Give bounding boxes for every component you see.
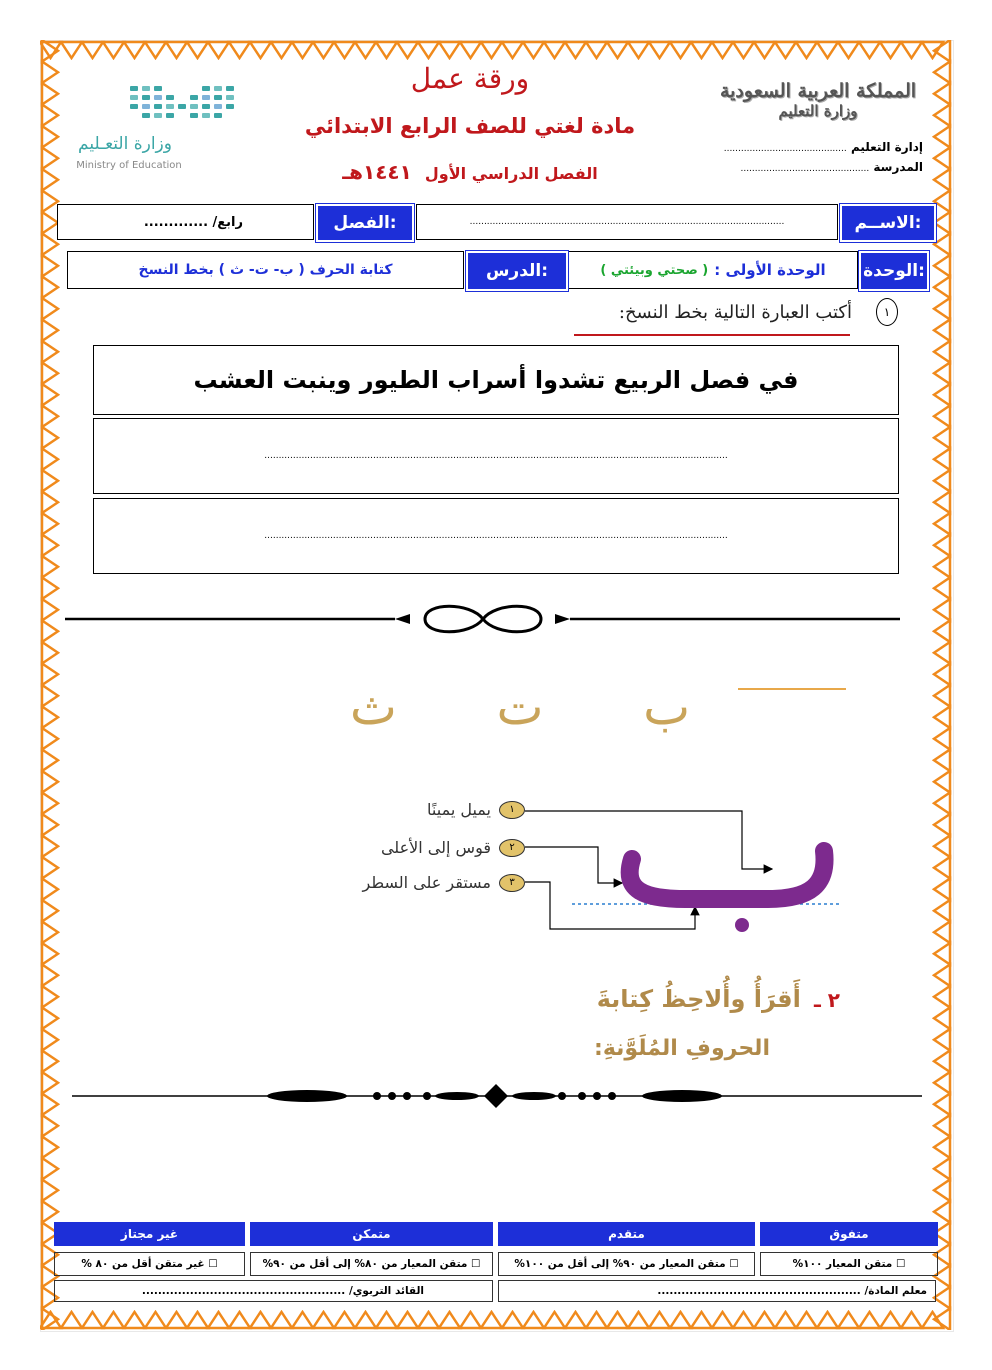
border-triangle — [934, 126, 950, 148]
border-triangle — [934, 1309, 950, 1331]
worksheet-title: ورقة عمل — [410, 62, 530, 95]
border-triangle — [934, 728, 950, 750]
ministry-name-en: Ministry of Education — [76, 160, 182, 171]
border-triangle — [934, 535, 950, 557]
border-triangle — [292, 42, 313, 58]
border-triangle — [817, 1312, 838, 1328]
border-triangle — [934, 879, 950, 901]
border-triangle — [42, 492, 58, 514]
rubric-criterion-advanced[interactable]: ☐ متقن المعيار من ٩٠% إلى أقل من ١٠٠% — [498, 1252, 755, 1276]
border-triangle — [42, 169, 58, 191]
border-triangle — [691, 1312, 712, 1328]
lesson-label: الدرس: — [466, 251, 568, 291]
border-triangle — [934, 1201, 950, 1223]
border-triangle — [376, 1312, 397, 1328]
border-triangle — [145, 42, 166, 58]
border-triangle — [42, 191, 58, 213]
border-triangle — [934, 1051, 950, 1073]
border-triangle — [229, 1312, 250, 1328]
border-triangle — [934, 1137, 950, 1159]
border-triangle — [376, 42, 397, 58]
border-triangle — [271, 42, 292, 58]
border-triangle — [712, 42, 733, 58]
top-border-ornament — [40, 40, 952, 60]
border-triangle — [934, 836, 950, 858]
border-triangle — [42, 879, 58, 901]
border-triangle — [42, 234, 58, 256]
border-triangle — [42, 1201, 58, 1223]
border-triangle — [901, 1312, 922, 1328]
border-triangle — [42, 1072, 58, 1094]
writing-line-1[interactable] — [93, 418, 899, 494]
border-triangle — [42, 1180, 58, 1202]
task2-text2: الحروفِ المُلَوَّنةِ: — [594, 1036, 770, 1061]
model-sentence-box — [93, 345, 899, 415]
border-triangle — [934, 814, 950, 836]
border-triangle — [859, 42, 880, 58]
leader-signature[interactable] — [54, 1280, 493, 1302]
border-triangle — [439, 1312, 460, 1328]
border-triangle — [934, 1287, 950, 1309]
border-triangle — [82, 1312, 103, 1328]
border-triangle — [42, 900, 58, 922]
letters-underline — [738, 688, 846, 690]
border-triangle — [934, 965, 950, 987]
border-triangle — [544, 42, 565, 58]
border-triangle — [42, 814, 58, 836]
border-triangle — [934, 492, 950, 514]
school-field — [695, 160, 923, 174]
border-triangle — [187, 42, 208, 58]
border-triangle — [544, 1312, 565, 1328]
border-triangle — [934, 449, 950, 471]
border-triangle — [103, 1312, 124, 1328]
letters-row — [300, 672, 740, 742]
ministry-name-ar: وزارة التعـليم — [78, 134, 172, 154]
border-triangle — [418, 1312, 439, 1328]
term-line — [320, 160, 620, 184]
border-triangle — [42, 986, 58, 1008]
border-triangle — [880, 1312, 901, 1328]
border-triangle — [42, 1029, 58, 1051]
task2-text1: أَقرَأُ وأُلاحِظُ كِتابةَ — [596, 985, 801, 1013]
border-triangle — [934, 105, 950, 127]
rubric-criterion-competent[interactable]: ☐ متقن المعيار من ٨٠% إلى أقل من ٩٠% — [250, 1252, 493, 1276]
grade-field[interactable] — [57, 204, 314, 240]
border-triangle — [712, 1312, 733, 1328]
step-2-text: قوس إلى الأعلى — [380, 838, 491, 857]
border-triangle — [934, 578, 950, 600]
teacher-label: معلم المادة/ ................................................... — [657, 1285, 927, 1297]
border-triangle — [934, 40, 950, 62]
border-triangle — [271, 1312, 292, 1328]
border-triangle — [460, 42, 481, 58]
border-triangle — [838, 42, 859, 58]
letter-ba: ب — [643, 678, 691, 736]
border-triangle — [775, 1312, 796, 1328]
model-sentence: في فصل الربيع تشدوا أسراب الطيور وينبت العشب — [193, 366, 799, 394]
border-triangle — [42, 965, 58, 987]
border-triangle — [502, 42, 523, 58]
border-triangle — [934, 363, 950, 385]
edu-admin-label: إدارة التعليم — [850, 140, 923, 154]
border-triangle — [42, 1008, 58, 1030]
border-triangle — [934, 621, 950, 643]
border-triangle — [934, 384, 950, 406]
name-label: الاســم: — [840, 204, 936, 242]
border-triangle — [733, 1312, 754, 1328]
border-triangle — [670, 1312, 691, 1328]
border-triangle — [934, 771, 950, 793]
name-field[interactable] — [416, 204, 838, 240]
border-triangle — [934, 750, 950, 772]
border-triangle — [397, 42, 418, 58]
border-triangle — [313, 42, 334, 58]
step-1 — [270, 800, 525, 819]
border-triangle — [42, 105, 58, 127]
border-triangle — [145, 1312, 166, 1328]
school-label: المدرسة — [873, 160, 923, 174]
rubric-head-excellent: متفوق — [760, 1222, 938, 1246]
border-triangle — [934, 62, 950, 84]
step-arrows — [510, 795, 840, 945]
border-triangle — [42, 320, 58, 342]
border-triangle — [397, 1312, 418, 1328]
border-triangle — [649, 42, 670, 58]
lesson-value: كتابة الحرف ( ب- ت- ث ) بخط النسخ — [138, 262, 393, 278]
border-triangle — [607, 1312, 628, 1328]
task2-line1 — [460, 985, 840, 1013]
border-triangle — [42, 449, 58, 471]
border-triangle — [42, 857, 58, 879]
border-triangle — [586, 1312, 607, 1328]
border-triangle — [934, 943, 950, 965]
unit-name: ( صحتي وبيئتي ) — [600, 262, 709, 278]
border-triangle — [934, 1094, 950, 1116]
border-triangle — [934, 83, 950, 105]
border-triangle — [934, 986, 950, 1008]
school-dots: ............................................. — [740, 164, 870, 174]
border-triangle — [649, 1312, 670, 1328]
task-instruction: أكتب العبارة التالية بخط النسخ: — [618, 302, 852, 323]
border-triangle — [42, 148, 58, 170]
step-2 — [255, 838, 525, 857]
border-triangle — [124, 42, 145, 58]
border-triangle — [934, 277, 950, 299]
border-triangle — [166, 42, 187, 58]
border-triangle — [934, 406, 950, 428]
border-triangle — [460, 1312, 481, 1328]
border-triangle — [42, 599, 58, 621]
instruction-underline — [574, 334, 850, 336]
ministry-logo-icon — [128, 82, 238, 122]
border-triangle — [934, 664, 950, 686]
border-triangle — [439, 42, 460, 58]
border-triangle — [418, 42, 439, 58]
border-triangle — [42, 836, 58, 858]
border-triangle — [42, 427, 58, 449]
border-triangle — [42, 126, 58, 148]
border-triangle — [901, 42, 922, 58]
unit-field — [568, 251, 858, 289]
border-triangle — [934, 212, 950, 234]
subject-title: مادة لغتي للصف الرابع الابتدائي — [304, 114, 636, 138]
border-triangle — [208, 42, 229, 58]
border-triangle — [628, 42, 649, 58]
border-triangle — [754, 42, 775, 58]
border-triangle — [934, 255, 950, 277]
border-triangle — [42, 470, 58, 492]
rubric-head-failed: غير مجتاز — [54, 1222, 245, 1246]
border-triangle — [880, 42, 901, 58]
border-triangle — [42, 384, 58, 406]
border-triangle — [42, 728, 58, 750]
rubric-criterion-failed[interactable]: ☐ غير متقن أقل من ٨٠ % — [54, 1252, 245, 1276]
border-triangle — [42, 513, 58, 535]
border-triangle — [42, 255, 58, 277]
term-text: الفصل الدراسي الأول — [424, 164, 598, 183]
border-triangle — [124, 1312, 145, 1328]
border-triangle — [565, 42, 586, 58]
letter-ta: ت — [496, 678, 544, 736]
border-triangle — [775, 42, 796, 58]
border-triangle — [691, 42, 712, 58]
border-triangle — [42, 341, 58, 363]
border-triangle — [481, 1312, 502, 1328]
border-triangle — [628, 1312, 649, 1328]
rubric-head-competent: متمكن — [250, 1222, 493, 1246]
border-triangle — [934, 793, 950, 815]
border-triangle — [670, 42, 691, 58]
bottom-border-ornament — [40, 1310, 952, 1330]
border-triangle — [934, 427, 950, 449]
border-triangle — [334, 1312, 355, 1328]
border-triangle — [42, 277, 58, 299]
writing-line-2-dots: .................................................................................................................................................................. — [264, 531, 728, 541]
border-triangle — [934, 341, 950, 363]
step-3-number: ٣ — [499, 874, 525, 892]
unit-value: الوحدة الأولى : — [714, 261, 826, 279]
border-triangle — [42, 1051, 58, 1073]
step-2-number: ٢ — [499, 839, 525, 857]
border-triangle — [42, 771, 58, 793]
border-triangle — [586, 42, 607, 58]
border-triangle — [61, 1312, 82, 1328]
border-triangle — [42, 62, 58, 84]
writing-line-2[interactable] — [93, 498, 899, 574]
border-triangle — [934, 922, 950, 944]
border-triangle — [42, 40, 58, 62]
border-triangle — [42, 793, 58, 815]
border-triangle — [934, 1115, 950, 1137]
task2-number: ٢ ـ — [813, 988, 840, 1012]
border-triangle — [817, 42, 838, 58]
border-triangle — [934, 234, 950, 256]
border-triangle — [42, 406, 58, 428]
border-triangle — [355, 1312, 376, 1328]
step-1-text: يميل يمينًا — [427, 800, 491, 819]
border-triangle — [934, 320, 950, 342]
border-triangle — [187, 1312, 208, 1328]
border-triangle — [229, 42, 250, 58]
border-triangle — [859, 1312, 880, 1328]
edu-admin-dots: ........................................... — [723, 144, 847, 154]
border-triangle — [42, 707, 58, 729]
border-triangle — [934, 1180, 950, 1202]
border-triangle — [754, 1312, 775, 1328]
border-triangle — [796, 1312, 817, 1328]
border-triangle — [334, 42, 355, 58]
border-triangle — [42, 83, 58, 105]
border-triangle — [481, 42, 502, 58]
step-1-number: ١ — [499, 801, 525, 819]
letter-tha: ث — [349, 678, 397, 736]
border-triangle — [42, 1115, 58, 1137]
border-triangle — [934, 1008, 950, 1030]
grade-value: رابع/ ............. — [143, 214, 243, 230]
border-triangle — [838, 1312, 859, 1328]
border-triangle — [934, 685, 950, 707]
border-triangle — [292, 1312, 313, 1328]
border-triangle — [42, 1137, 58, 1159]
year-text: ١٤٤١هـ — [342, 160, 412, 184]
border-triangle — [934, 191, 950, 213]
border-triangle — [934, 513, 950, 535]
border-triangle — [61, 42, 82, 58]
border-triangle — [42, 943, 58, 965]
border-triangle — [934, 298, 950, 320]
kingdom-logo-line2: وزارة التعليم — [778, 102, 858, 120]
border-triangle — [565, 1312, 586, 1328]
border-triangle — [934, 1072, 950, 1094]
border-triangle — [42, 1158, 58, 1180]
border-triangle — [42, 750, 58, 772]
border-triangle — [934, 599, 950, 621]
divider-ornament-1 — [65, 600, 900, 640]
border-triangle — [934, 1029, 950, 1051]
rubric-criterion-excellent[interactable]: ☐ متقن المعيار ١٠٠% — [760, 1252, 938, 1276]
border-triangle — [208, 1312, 229, 1328]
border-triangle — [42, 1309, 58, 1331]
task-number-badge — [876, 298, 898, 326]
border-triangle — [42, 363, 58, 385]
border-triangle — [934, 470, 950, 492]
border-triangle — [934, 900, 950, 922]
lesson-field — [67, 251, 464, 289]
border-triangle — [166, 1312, 187, 1328]
edu-admin-field — [695, 140, 923, 154]
border-triangle — [934, 556, 950, 578]
task-number: ١ — [883, 305, 891, 319]
border-triangle — [250, 42, 271, 58]
step-3-text: مستقر على السطر — [362, 873, 491, 892]
border-triangle — [523, 1312, 544, 1328]
border-triangle — [733, 42, 754, 58]
border-triangle — [934, 707, 950, 729]
name-dots: .............................................................................................................. — [469, 217, 785, 227]
border-triangle — [313, 1312, 334, 1328]
border-triangle — [796, 42, 817, 58]
rubric-head-advanced: متقدم — [498, 1222, 755, 1246]
border-triangle — [42, 535, 58, 557]
leader-label: القائد التربوي/ ................................................... — [141, 1285, 424, 1297]
border-triangle — [934, 857, 950, 879]
border-triangle — [934, 148, 950, 170]
divider-ornament-2 — [72, 1082, 922, 1112]
border-triangle — [607, 42, 628, 58]
border-triangle — [42, 642, 58, 664]
border-triangle — [934, 1158, 950, 1180]
class-label: الفصل: — [316, 204, 414, 242]
border-triangle — [934, 169, 950, 191]
kingdom-logo — [718, 80, 918, 120]
border-triangle — [42, 298, 58, 320]
kingdom-logo-line1: المملكة العربية السعودية — [719, 80, 917, 102]
border-triangle — [82, 42, 103, 58]
border-triangle — [42, 578, 58, 600]
border-triangle — [42, 685, 58, 707]
border-triangle — [42, 664, 58, 686]
border-triangle — [42, 1094, 58, 1116]
unit-label: الوحدة: — [859, 251, 929, 291]
border-triangle — [42, 922, 58, 944]
border-triangle — [934, 642, 950, 664]
border-triangle — [42, 212, 58, 234]
border-triangle — [502, 1312, 523, 1328]
border-triangle — [250, 1312, 271, 1328]
border-triangle — [103, 42, 124, 58]
step-3 — [230, 873, 525, 892]
border-triangle — [355, 42, 376, 58]
teacher-signature[interactable] — [498, 1280, 936, 1302]
border-triangle — [42, 621, 58, 643]
border-triangle — [523, 42, 544, 58]
border-triangle — [42, 556, 58, 578]
writing-line-1-dots: .................................................................................................................................................................. — [264, 451, 728, 461]
